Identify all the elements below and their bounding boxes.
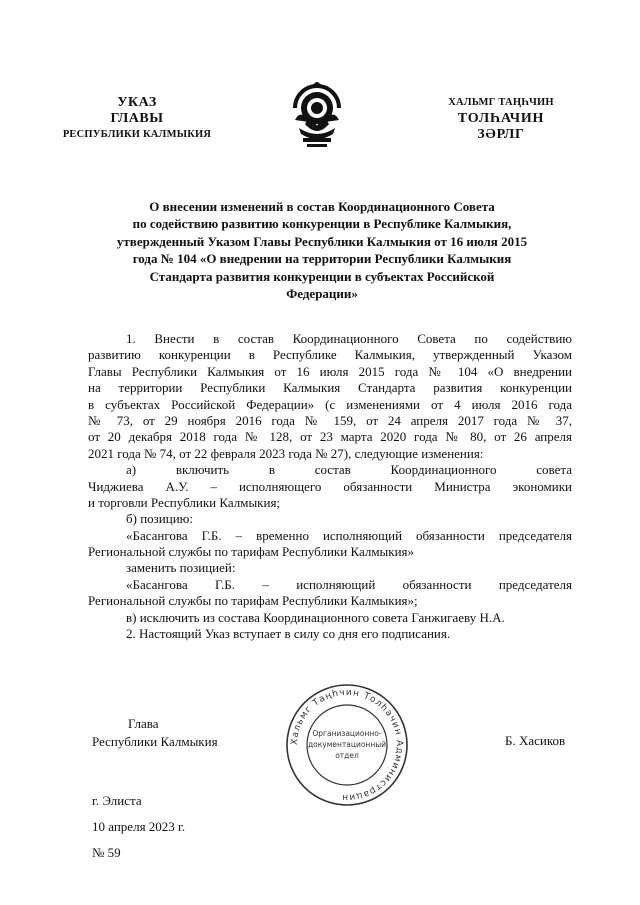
body-line: 1. Внести в состав Координационного Совета по содействию (126, 331, 572, 346)
title-line: по содействию развитию конкуренции в Республике Калмыкия, (132, 216, 512, 232)
decree-title (104, 198, 540, 302)
official-seal-stamp (282, 680, 412, 810)
title-line: Стандарта развития конкуренции в субъектах Российской (149, 268, 495, 284)
header-left-line-1: УКАЗ (117, 95, 157, 110)
stamp-inner-line-2: документационный (307, 740, 387, 749)
header-right-line-1: ХАЛЬМГ ТАҢҺЧИН (448, 97, 554, 108)
title-line: Федерации» (286, 286, 358, 302)
body-line: № 73, от 29 ноября 2016 года № 159, от 24 апреля 2017 года № 37, (88, 412, 572, 428)
signatory-name: Б. Хасиков (505, 733, 566, 748)
republic-of-kalmykia-emblem-icon (287, 78, 347, 150)
place-of-signing: г. Элиста (92, 793, 142, 808)
header-left-line-3: РЕСПУБЛИКИ КАЛМЫКИЯ (62, 129, 212, 140)
header-right-line-3: ЗӘРЛГ (477, 127, 525, 142)
body-line: 2021 года № 74, от 22 февраля 2023 года № 27), следующие изменения: (88, 445, 484, 461)
body-line: развитию конкуренции в Республике Калмыкия, утвержденный Указом (88, 347, 572, 363)
title-line: утвержденный Указом Главы Республики Калмыкия от 16 июля 2015 (116, 233, 528, 249)
decree-number: № 59 (92, 845, 121, 860)
body-line: б) позицию: (126, 511, 193, 527)
body-line: на территории Республики Калмыкия Стандарта развития конкуренции (88, 380, 572, 396)
header-right-line-2: ТОЛҺАЧИН (457, 111, 545, 126)
body-line: в субъектах Российской Федерации» (с изменениями от 4 июля 2016 года (88, 396, 572, 412)
body-line: Региональной службы по тарифам Республики Калмыкия»; (88, 593, 418, 609)
stamp-outer-text: Хальмг Таңһчин Толһачин Администрацин (289, 687, 405, 803)
body-line: а) включить в состав Координационного совета (126, 462, 572, 478)
body-line: «Басангова Г.Б. – исполняющий обязанности председателя (126, 576, 572, 592)
decree-body (88, 331, 572, 642)
stamp-inner-line-1: Организационно- (312, 729, 382, 738)
body-line: Региональной службы по тарифам Республики Калмыкия» (88, 544, 415, 560)
signatory-title-line-1: Глава (128, 716, 159, 731)
body-line: в) исключить из состава Координационного совета Ганжигаеву Н.А. (126, 609, 505, 625)
stamp-inner-line-3: отдел (335, 751, 359, 760)
header-left-line-2: ГЛАВЫ (110, 111, 164, 126)
body-line: 2. Настоящий Указ вступает в силу со дня его подписания. (126, 626, 451, 642)
signatory-title (92, 715, 218, 751)
header-right (436, 95, 566, 143)
title-line: года № 104 «О внедрении на территории Республики Калмыкия (132, 251, 512, 267)
body-line: от 20 декабря 2018 года № 128, от 23 марта 2020 года № 80, от 26 апреля (88, 429, 572, 445)
body-line: заменить позицией: (126, 560, 236, 576)
header-left (62, 95, 212, 143)
body-line: «Басангова Г.Б. – временно исполняющий обязанности председателя (126, 527, 572, 543)
decree-date: 10 апреля 2023 г. (92, 819, 186, 834)
signatory-title-line-2: Республики Калмыкия (92, 734, 218, 749)
title-line: О внесении изменений в состав Координационного Совета (149, 199, 495, 214)
body-line: Главы Республики Калмыкия от 16 июля 2015 года № 104 «О внедрении (88, 363, 572, 379)
body-line: Чиджиева А.У. – исполняющего обязанности Министра экономики (88, 478, 572, 494)
body-line: и торговли Республики Калмыкия; (88, 494, 281, 510)
